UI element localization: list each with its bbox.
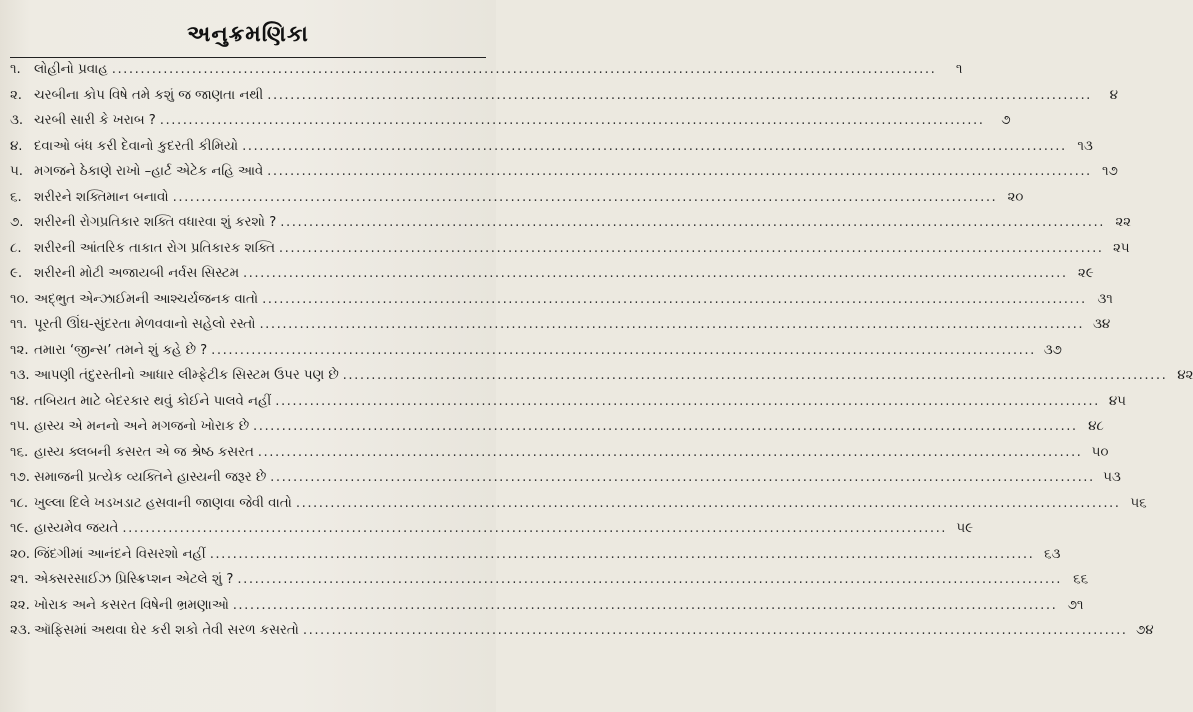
toc-entry — [10, 317, 1111, 343]
title-divider — [10, 57, 486, 58]
entry-number: ૨૨. — [10, 597, 30, 613]
entry-number: ૨૧. — [10, 572, 29, 587]
dot-leader — [259, 317, 1084, 332]
entry-page-number: ૫૩ — [1103, 470, 1121, 485]
dot-leader — [173, 190, 998, 205]
entry-number: ૧૯. — [10, 521, 29, 536]
entry-title: તમારા ‘જીન્સ’ તમને શું કહે છે ? — [34, 342, 208, 358]
entry-number: ૧૬. — [10, 444, 29, 460]
dot-leader — [270, 470, 1095, 485]
entry-title: દવાઓ બંધ કરી દેવાનો કુદરતી કીમિયો — [34, 138, 239, 154]
entry-number: ૩. — [10, 113, 24, 128]
entry-page-number: ૩૪ — [1092, 317, 1111, 332]
entry-title: ખોરાક અને કસરત વિષેની ભ્રમણાઓ — [34, 597, 229, 613]
entry-page-number: ૪૨ — [1177, 368, 1193, 383]
toc-entry — [10, 113, 1011, 139]
entry-title: ખુલ્લા દિલે ખડખડાટ હસવાની જાણવા જેવી વાતો — [34, 495, 292, 511]
toc-entry — [10, 240, 1130, 267]
dot-leader — [243, 266, 1068, 281]
entry-number: ૧૦. — [10, 291, 29, 307]
entry-title: તબિયત માટે બેદરકાર થવું કોઈને પાલવે નહીં — [34, 393, 272, 409]
entry-page-number: ૨૫ — [1113, 240, 1130, 256]
entry-page-number: ૬૩ — [1044, 546, 1061, 562]
toc-entry — [10, 444, 1109, 471]
dot-leader — [112, 62, 937, 77]
entry-number: ૨૩. — [10, 623, 31, 638]
entry-title: સમાજની પ્રત્યેક વ્યક્તિને હાસ્યની જરૂર છે — [34, 470, 267, 485]
entry-title: હાસ્યમેવ જયતે — [34, 521, 119, 536]
entry-title: શરીરની આંતરિક તાકાત રોગ પ્રતિકારક શક્તિ — [34, 240, 275, 256]
entry-title: ચરબીના કોપ વિષે તમે કશું જ જાણતા નથી — [34, 87, 264, 103]
dot-leader — [210, 547, 1035, 562]
entry-page-number: ૫૬ — [1130, 495, 1147, 511]
entry-number: ૬. — [10, 189, 22, 205]
entry-page-number: ૪૮ — [1088, 419, 1104, 434]
page-title: અનુક્રમણિકા — [187, 22, 309, 47]
entry-page-number: ૭ — [1001, 113, 1011, 128]
table-of-contents — [10, 62, 1193, 649]
entry-page-number: ૬૬ — [1073, 572, 1089, 587]
entry-page-number: ૨૯ — [1077, 266, 1094, 281]
entry-number: ૨. — [10, 87, 23, 103]
dot-leader — [253, 419, 1078, 434]
entry-title: લોહીનો પ્રવાહ — [34, 62, 108, 77]
dot-leader — [343, 368, 1168, 383]
entry-title: અદ્ભુત એન્ઝાઈમની આશ્ચર્યજનક વાતો — [34, 291, 259, 307]
dot-leader — [160, 113, 985, 128]
toc-entry — [10, 342, 1062, 369]
entry-number: ૧૨. — [10, 342, 29, 358]
toc-entry — [10, 164, 1118, 190]
toc-entry — [10, 597, 1084, 624]
entry-title: શરીરની મોટી અજાયબી નર્વસ સિસ્ટમ — [34, 266, 239, 281]
dot-leader — [211, 343, 1036, 358]
entry-title: ઑફિસમાં અથવા ઘેર કરી શકો તેવી સરળ કસરતો — [34, 623, 299, 638]
entry-number: ૧૭. — [10, 470, 30, 485]
entry-page-number: ૧૭ — [1102, 164, 1118, 179]
entry-title: ચરબી સારી કે ખરાબ ? — [34, 113, 156, 128]
toc-entry — [10, 62, 963, 88]
dot-leader — [258, 445, 1083, 460]
entry-title: મગજને ઠેકાણે રાખો –હાર્ટ એટેક નહિ આવે — [34, 164, 264, 179]
dot-leader — [275, 394, 1100, 409]
dot-leader — [303, 623, 1128, 638]
entry-page-number: ૪૫ — [1108, 393, 1126, 409]
dot-leader — [280, 215, 1105, 230]
entry-page-number: ૫૯ — [956, 521, 974, 536]
entry-number: ૪. — [10, 138, 23, 154]
toc-entry — [10, 393, 1126, 420]
entry-number: ૧૮. — [10, 495, 29, 511]
toc-entry — [10, 495, 1147, 522]
entry-number: ૧૧. — [10, 317, 28, 332]
entry-title: શરીરની રોગપ્રતિકાર શક્તિ વધારવા શું કરશો ? — [34, 215, 277, 230]
toc-entry — [10, 572, 1089, 598]
dot-leader — [267, 88, 1092, 103]
entry-page-number: ૨૨ — [1115, 215, 1131, 230]
entry-number: ૨૦. — [10, 546, 31, 562]
toc-entry — [10, 623, 1154, 649]
entry-number: ૯. — [10, 266, 23, 281]
entry-title: આપણી તંદુરસ્તીનો આધાર લીમ્ફેટીક સિસ્ટમ ઉપર પણ છે — [34, 368, 339, 383]
toc-entry — [10, 87, 1118, 114]
toc-entry — [10, 546, 1061, 573]
dot-leader — [279, 241, 1104, 256]
entry-number: ૧૪. — [10, 393, 29, 409]
entry-title: પૂરતી ઊંઘ-સુંદરતા મેળવવાનો સહેલો રસ્તો — [34, 317, 256, 332]
entry-number: ૮. — [10, 240, 22, 256]
entry-number: ૧૩. — [10, 368, 30, 383]
dot-leader — [267, 164, 1092, 179]
entry-page-number: ૧૩ — [1077, 138, 1093, 154]
dot-leader — [296, 496, 1121, 511]
dot-leader — [237, 572, 1062, 587]
dot-leader — [122, 521, 947, 536]
entry-title: હાસ્ય એ મનનો અને મગજનો ખોરાક છે — [34, 419, 249, 434]
entry-page-number: ૭૧ — [1067, 597, 1084, 613]
toc-entry — [10, 138, 1093, 165]
toc-entry — [10, 266, 1094, 292]
entry-page-number: ૧ — [955, 62, 963, 77]
entry-page-number: ૭૪ — [1136, 623, 1154, 638]
toc-entry — [10, 419, 1104, 445]
toc-entry — [10, 291, 1113, 318]
entry-title: એક્સરસાઈઝ પ્રિસ્ક્રિપ્શન એટલે શું ? — [34, 572, 234, 587]
entry-page-number: ૩૭ — [1043, 342, 1062, 358]
entry-number: ૫. — [10, 164, 23, 179]
entry-title: હાસ્ય ક્લબની કસરત એ જ શ્રેષ્ઠ કસરત — [34, 444, 254, 460]
entry-page-number: ૨૦ — [1007, 189, 1024, 205]
toc-entry — [10, 470, 1121, 496]
entry-number: ૭. — [10, 215, 24, 230]
dot-leader — [233, 598, 1058, 613]
toc-entry — [10, 521, 974, 547]
entry-page-number: ૫૦ — [1091, 444, 1109, 460]
toc-entry — [10, 189, 1024, 216]
toc-entry — [10, 368, 1193, 394]
entry-number: ૧૫. — [10, 419, 30, 434]
toc-entry — [10, 215, 1131, 241]
entry-page-number: ૪ — [1109, 87, 1118, 103]
entry-title: શરીરને શક્તિમાન બનાવો — [34, 189, 169, 205]
entry-title: જિંદગીમાં આનંદને વિસરશો નહીં — [34, 546, 206, 562]
dot-leader — [262, 292, 1087, 307]
dot-leader — [242, 139, 1067, 154]
entry-page-number: ૩૧ — [1097, 291, 1113, 307]
entry-number: ૧. — [10, 62, 21, 77]
